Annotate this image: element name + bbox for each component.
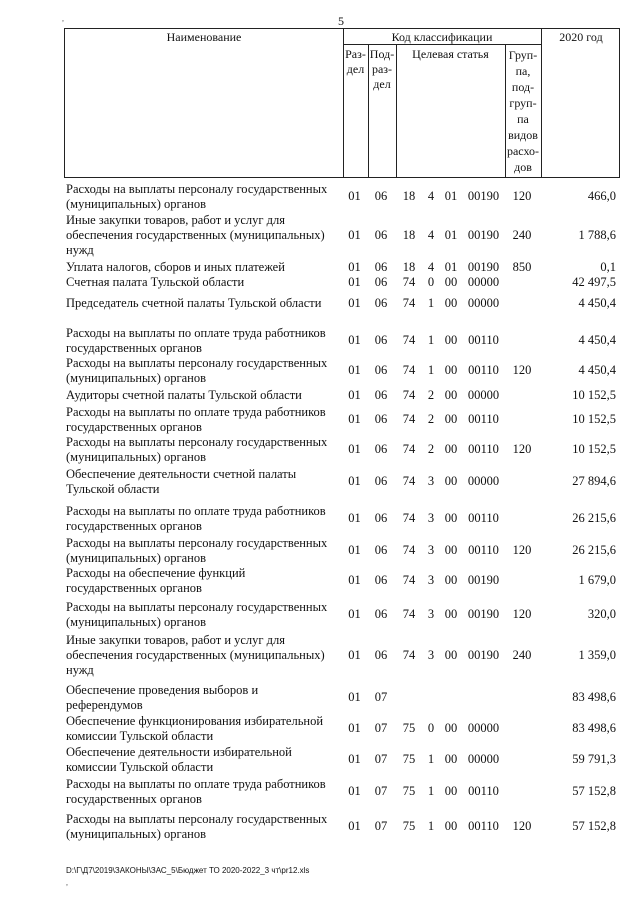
row-code-r: 01 <box>348 228 361 242</box>
row-code-t1: 74 <box>402 363 416 377</box>
row-code-t4: 00190 <box>467 228 500 242</box>
table-row <box>64 356 620 386</box>
row-name <box>66 714 340 744</box>
row-code-g: 120 <box>512 607 532 621</box>
row-name-line: (муниципальных) органов <box>66 551 207 565</box>
row-name <box>66 275 340 290</box>
table-row <box>64 467 620 497</box>
row-code-r: 01 <box>348 474 361 488</box>
row-name <box>66 182 340 212</box>
table-header <box>64 28 620 178</box>
table-row <box>64 600 620 630</box>
row-code-t1: 75 <box>402 784 416 798</box>
row-name-line: Уплата налогов, сборов и иных платежей <box>66 260 285 274</box>
row-name-line: (муниципальных) органов <box>66 615 207 629</box>
row-code-t2: 3 <box>427 573 435 587</box>
row-code-r: 01 <box>348 295 361 310</box>
row-name-line: Иные закупки товаров, работ и услуг для <box>66 633 286 647</box>
row-code-p: 06 <box>374 295 388 310</box>
row-code-t2: 3 <box>427 648 435 662</box>
file-path-footer: D:\Г\Д7\2019\ЗАКОНЫ\ЗАС_5\Бюджет ТО 2020-2022_3 чт\pr12.xls <box>66 866 310 875</box>
row-name <box>66 296 340 311</box>
row-code-t4: 00110 <box>468 442 499 456</box>
table-row <box>64 714 620 744</box>
row-code-t1: 75 <box>402 819 416 833</box>
header-razdel-line: Раз- <box>345 47 366 61</box>
row-code-t3: 00 <box>444 784 458 798</box>
header-group <box>505 47 541 175</box>
table-row <box>64 504 620 534</box>
row-code-t1: 18 <box>402 189 416 203</box>
row-code-t3: 00 <box>444 387 458 402</box>
row-code-g: 120 <box>512 819 532 833</box>
header-group-line: под- <box>511 80 535 94</box>
row-code-g: 120 <box>512 543 532 557</box>
row-amount: 1 359,0 <box>578 648 616 662</box>
row-code-t4: 00110 <box>468 333 499 347</box>
header-code-group: Код классификации <box>391 30 493 44</box>
row-code-t3: 00 <box>444 295 458 310</box>
row-code-t2: 3 <box>427 474 435 488</box>
row-code-t4: 00000 <box>467 387 500 402</box>
table-row <box>64 745 620 775</box>
row-amount: 57 152,8 <box>572 819 616 833</box>
row-code-t2: 3 <box>427 543 435 557</box>
row-code-t3: 00 <box>444 607 458 621</box>
row-code-t1: 74 <box>402 333 416 347</box>
row-code-p: 06 <box>374 333 388 347</box>
row-name <box>66 405 340 435</box>
row-code-t4: 00110 <box>468 511 499 525</box>
row-name <box>66 745 340 775</box>
row-amount: 26 215,6 <box>572 511 616 525</box>
row-name <box>66 435 340 465</box>
row-code-t3: 01 <box>444 189 458 203</box>
row-code-t3: 00 <box>444 333 458 347</box>
row-name <box>66 633 340 678</box>
row-name-line: Расходы на выплаты по оплате труда работников <box>66 504 326 518</box>
row-name-line: (муниципальных) органов <box>66 450 207 464</box>
table-row <box>64 326 620 356</box>
header-target: Целевая статья <box>412 47 489 61</box>
row-name <box>66 566 340 596</box>
table-row <box>64 777 620 807</box>
table-row <box>64 536 620 566</box>
row-name-line: (муниципальных) органов <box>66 371 207 385</box>
row-code-t2: 3 <box>427 607 435 621</box>
row-name-line: комиссии Тульской области <box>66 729 214 743</box>
table-row <box>64 275 620 290</box>
row-name-line: Расходы на обеспечение функций <box>66 566 246 580</box>
row-name-line: Обеспечение деятельности избирательной <box>66 745 292 759</box>
page-number: 5 <box>338 14 344 28</box>
row-code-t4: 00000 <box>467 295 500 310</box>
row-name-line: референдумов <box>66 698 143 712</box>
row-amount: 27 894,6 <box>572 474 616 488</box>
row-name-line: Обеспечение функционирования избирательной <box>66 714 324 728</box>
row-code-t3: 01 <box>444 259 458 274</box>
row-code-t2: 2 <box>427 412 435 426</box>
row-name-line: нужд <box>66 663 94 677</box>
row-code-g: 120 <box>512 189 532 203</box>
row-code-t2: 0 <box>427 274 435 289</box>
table-row <box>64 213 620 259</box>
row-code-t3: 00 <box>444 511 458 525</box>
row-name-line: Председатель счетной палаты Тульской области <box>66 296 322 310</box>
row-code-r: 01 <box>348 259 361 274</box>
row-amount: 10 152,5 <box>572 412 616 426</box>
row-code-t4: 00110 <box>468 543 499 557</box>
row-name <box>66 812 340 842</box>
row-amount: 320,0 <box>587 607 616 621</box>
row-name <box>66 600 340 630</box>
row-code-t2: 1 <box>427 752 435 766</box>
row-amount: 26 215,6 <box>572 543 616 557</box>
row-name <box>66 467 340 497</box>
table-row <box>64 566 620 596</box>
row-code-t2: 4 <box>427 228 435 242</box>
table-row <box>64 435 620 465</box>
row-code-r: 01 <box>348 543 361 557</box>
row-code-t3: 00 <box>444 721 458 735</box>
row-code-t3: 00 <box>444 274 458 289</box>
row-code-p: 06 <box>374 274 388 289</box>
row-code-p: 06 <box>374 363 388 377</box>
row-amount: 10 152,5 <box>572 442 616 456</box>
row-code-p: 06 <box>374 511 388 525</box>
row-name-line: Аудиторы счетной палаты Тульской области <box>66 388 302 402</box>
row-code-p: 06 <box>374 573 388 587</box>
row-amount: 0,1 <box>600 259 616 274</box>
row-code-p: 06 <box>374 228 388 242</box>
row-code-t4: 00190 <box>467 648 500 662</box>
scan-mark: , <box>62 14 64 23</box>
header-podrazdel-line: Под- <box>369 47 395 61</box>
row-name-line: государственных органов <box>66 420 202 434</box>
row-name-line: Иные закупки товаров, работ и услуг для <box>66 213 286 227</box>
row-name-line: Расходы на выплаты персоналу государственных <box>66 536 328 550</box>
row-name <box>66 356 340 386</box>
row-code-t1: 74 <box>402 573 416 587</box>
row-name-line: обеспечения государственных (муниципальных) <box>66 228 325 242</box>
row-code-t2: 1 <box>427 333 435 347</box>
row-code-t1: 18 <box>402 228 416 242</box>
row-name-line: Расходы на выплаты персоналу государственных <box>66 812 328 826</box>
row-code-t2: 1 <box>427 295 435 310</box>
table-row <box>64 405 620 435</box>
row-amount: 1 788,6 <box>578 228 616 242</box>
row-code-r: 01 <box>348 333 361 347</box>
row-amount: 466,0 <box>587 189 616 203</box>
row-code-r: 01 <box>348 363 361 377</box>
row-name-line: Расходы на выплаты персоналу государственных <box>66 435 328 449</box>
row-name-line: государственных органов <box>66 581 202 595</box>
table-row <box>64 633 620 679</box>
row-name-line: Расходы на выплаты персоналу государственных <box>66 600 328 614</box>
row-name-line: Расходы на выплаты по оплате труда работников <box>66 326 326 340</box>
row-amount: 4 450,4 <box>578 363 616 377</box>
row-name-line: государственных органов <box>66 792 202 806</box>
row-code-p: 06 <box>374 259 388 274</box>
row-code-t3: 01 <box>444 228 458 242</box>
row-name <box>66 213 340 258</box>
row-amount: 10 152,5 <box>572 387 616 402</box>
row-code-t1: 75 <box>402 721 416 735</box>
row-amount: 42 497,5 <box>572 274 616 289</box>
row-amount: 4 450,4 <box>578 333 616 347</box>
row-code-t1: 74 <box>402 543 416 557</box>
row-code-t1: 74 <box>402 474 416 488</box>
table-row <box>64 683 620 713</box>
row-code-t4: 00000 <box>467 721 500 735</box>
row-amount: 83 498,6 <box>572 721 616 735</box>
header-podrazdel-line: дел <box>373 77 391 91</box>
row-name <box>66 683 340 713</box>
row-code-r: 01 <box>348 442 361 456</box>
row-code-t3: 00 <box>444 412 458 426</box>
row-name-line: (муниципальных) органов <box>66 197 207 211</box>
row-code-p: 06 <box>374 474 388 488</box>
row-name-line: государственных органов <box>66 519 202 533</box>
row-code-g: 240 <box>512 648 532 662</box>
row-code-t2: 2 <box>427 387 435 402</box>
row-code-t1: 74 <box>402 412 416 426</box>
row-code-t4: 00110 <box>468 819 499 833</box>
row-code-t1: 74 <box>402 295 416 310</box>
row-name-line: нужд <box>66 243 94 257</box>
header-name: Наименование <box>166 30 242 44</box>
row-code-t2: 4 <box>427 259 435 274</box>
row-code-t3: 00 <box>444 573 458 587</box>
table-row <box>64 260 620 275</box>
row-code-t2: 2 <box>427 442 435 456</box>
row-code-t4: 00000 <box>467 274 500 289</box>
row-name-line: Расходы на выплаты по оплате труда работников <box>66 405 326 419</box>
row-code-t1: 75 <box>402 752 416 766</box>
row-code-r: 01 <box>348 690 361 704</box>
header-group-line: видов <box>508 128 538 142</box>
row-code-r: 01 <box>348 412 361 426</box>
header-group-line: па, <box>515 64 531 78</box>
row-code-r: 01 <box>348 573 361 587</box>
row-code-p: 06 <box>374 648 388 662</box>
row-name <box>66 777 340 807</box>
row-code-t1: 74 <box>402 387 416 402</box>
table-row <box>64 812 620 842</box>
row-code-t1: 74 <box>402 442 416 456</box>
table-row <box>64 182 620 212</box>
row-code-r: 01 <box>348 784 361 798</box>
header-year: 2020 год <box>559 30 603 44</box>
row-name-line: Обеспечение проведения выборов и <box>66 683 259 697</box>
row-name-line: Расходы на выплаты персоналу государственных <box>66 182 328 196</box>
row-name <box>66 536 340 566</box>
header-group-line: груп- <box>509 96 537 110</box>
row-code-p: 07 <box>374 721 388 735</box>
row-code-t4: 00190 <box>467 259 500 274</box>
row-code-p: 07 <box>374 784 388 798</box>
row-name-line: Счетная палата Тульской области <box>66 275 245 289</box>
row-code-t4: 00190 <box>467 189 500 203</box>
row-code-r: 01 <box>348 721 361 735</box>
row-code-p: 06 <box>374 607 388 621</box>
header-group-line: дов <box>514 160 532 174</box>
row-amount: 57 152,8 <box>572 784 616 798</box>
row-code-t4: 00110 <box>468 363 499 377</box>
header-group-line: па <box>517 112 529 126</box>
row-name <box>66 388 340 403</box>
row-code-p: 06 <box>374 189 388 203</box>
row-name <box>66 326 340 356</box>
row-name <box>66 260 340 275</box>
row-name-line: Обеспечение деятельности счетной палаты <box>66 467 297 481</box>
table-row <box>64 388 620 403</box>
header-group-line: Груп- <box>508 48 538 62</box>
header-razdel <box>343 47 368 77</box>
row-code-p: 06 <box>374 387 388 402</box>
row-name-line: обеспечения государственных (муниципальных) <box>66 648 325 662</box>
row-code-t3: 00 <box>444 543 458 557</box>
row-code-p: 07 <box>374 690 388 704</box>
row-code-r: 01 <box>348 648 361 662</box>
row-code-t2: 1 <box>427 784 435 798</box>
header-group-line: расхо- <box>506 144 540 158</box>
row-code-t4: 00000 <box>467 474 500 488</box>
row-code-t2: 4 <box>427 189 435 203</box>
row-code-p: 07 <box>374 819 388 833</box>
row-code-t4: 00110 <box>468 412 499 426</box>
row-code-g: 120 <box>512 363 532 377</box>
row-code-t3: 00 <box>444 363 458 377</box>
row-name-line: государственных органов <box>66 341 202 355</box>
row-name <box>66 504 340 534</box>
row-code-g: 120 <box>512 442 532 456</box>
row-code-g: 240 <box>512 228 532 242</box>
row-code-t1: 18 <box>402 259 416 274</box>
row-code-t3: 00 <box>444 648 458 662</box>
row-code-r: 01 <box>348 607 361 621</box>
row-code-t4: 00110 <box>468 784 499 798</box>
row-name-line: комиссии Тульской области <box>66 760 214 774</box>
table-row <box>64 296 620 311</box>
row-code-r: 01 <box>348 189 361 203</box>
row-name-line: (муниципальных) органов <box>66 827 207 841</box>
row-amount: 1 679,0 <box>578 573 616 587</box>
scan-mark: , <box>66 878 68 887</box>
row-code-t1: 74 <box>402 607 416 621</box>
row-code-t4: 00190 <box>467 607 500 621</box>
row-amount: 59 791,3 <box>572 752 616 766</box>
row-code-t1: 74 <box>402 648 416 662</box>
row-code-p: 07 <box>374 752 388 766</box>
row-code-t4: 00190 <box>467 573 500 587</box>
row-code-p: 06 <box>374 412 388 426</box>
row-code-g: 850 <box>512 259 532 274</box>
row-code-r: 01 <box>348 387 361 402</box>
row-name-line: Расходы на выплаты по оплате труда работников <box>66 777 326 791</box>
row-code-t2: 1 <box>427 363 435 377</box>
row-code-t2: 3 <box>427 511 435 525</box>
row-code-t3: 00 <box>444 752 458 766</box>
row-code-t3: 00 <box>444 474 458 488</box>
header-podrazdel <box>368 47 396 92</box>
row-code-r: 01 <box>348 819 361 833</box>
row-code-r: 01 <box>348 752 361 766</box>
row-code-p: 06 <box>374 442 388 456</box>
row-name-line: Тульской области <box>66 482 160 496</box>
row-code-r: 01 <box>348 511 361 525</box>
row-code-t1: 74 <box>402 511 416 525</box>
row-code-t4: 00000 <box>467 752 500 766</box>
header-razdel-line: дел <box>346 62 365 76</box>
row-code-t3: 00 <box>444 442 458 456</box>
header-podrazdel-line: раз- <box>371 62 393 76</box>
row-code-t2: 1 <box>427 819 435 833</box>
row-code-r: 01 <box>348 274 361 289</box>
row-amount: 83 498,6 <box>572 690 616 704</box>
row-code-t1: 74 <box>402 274 416 289</box>
row-code-t2: 0 <box>427 721 435 735</box>
row-amount: 4 450,4 <box>578 295 616 310</box>
row-code-p: 06 <box>374 543 388 557</box>
row-code-t3: 00 <box>444 819 458 833</box>
row-name-line: Расходы на выплаты персоналу государственных <box>66 356 328 370</box>
